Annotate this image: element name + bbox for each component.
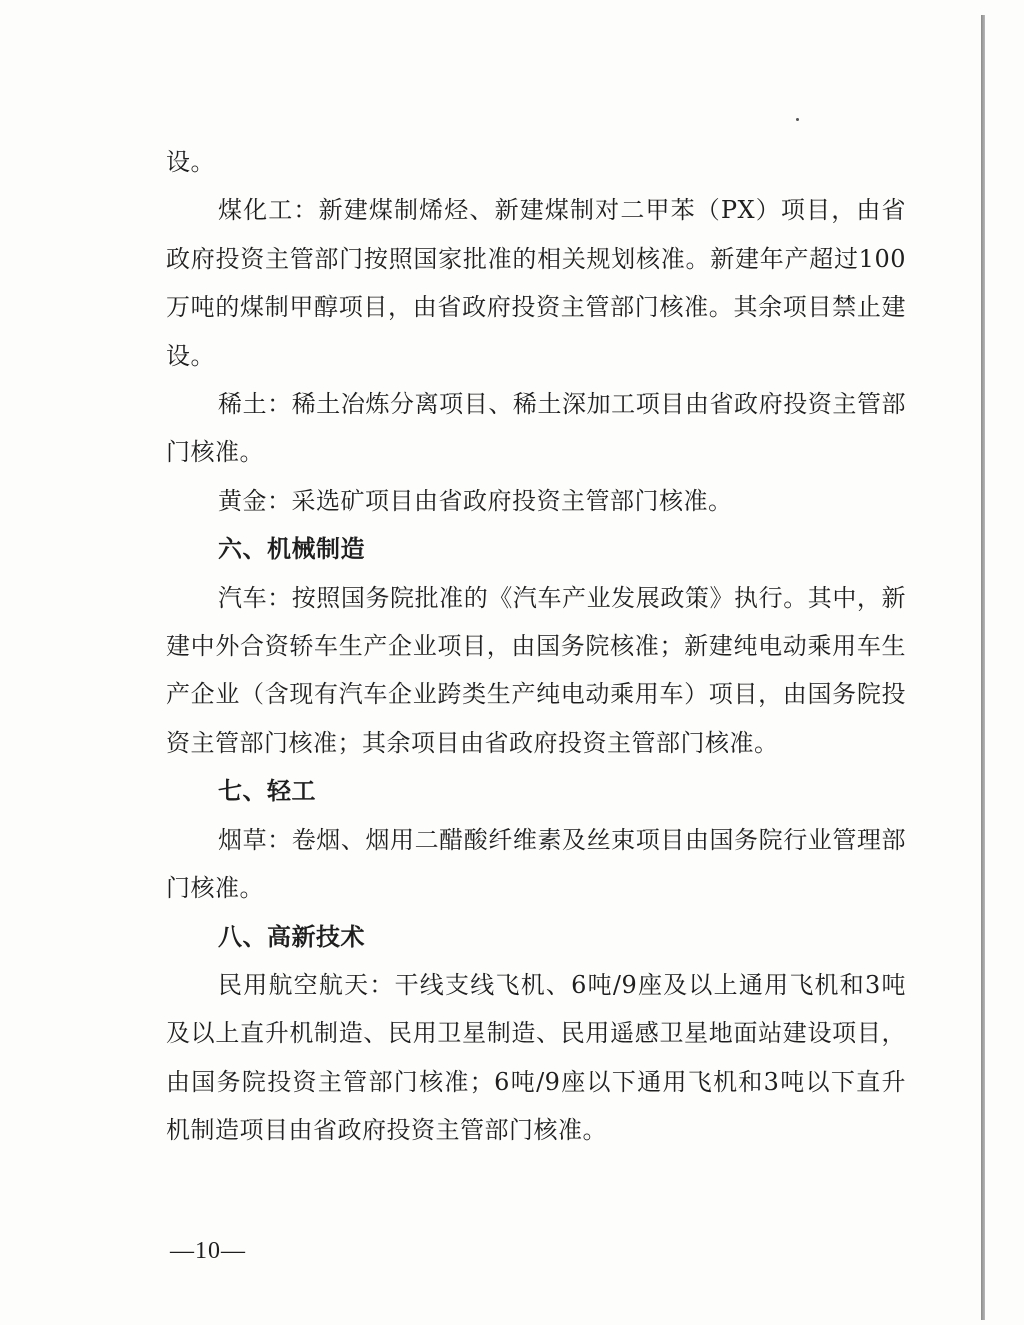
- paragraph-coal-chemical: 煤化工：新建煤制烯烃、新建煤制对二甲苯（PX）项目，由省政府投资主管部门按照国家批准的相关规划核准。新建年产超过100万吨的煤制甲醇项目，由省政府投资主管部门核准。其余项目禁止建设。: [166, 196, 906, 370]
- document-body: [166, 138, 906, 1155]
- scan-edge-shadow: [981, 15, 985, 1320]
- paragraph-automobile: 汽车：按照国务院批准的《汽车产业发展政策》执行。其中，新建中外合资轿车生产企业项目，由国务院核准；新建纯电动乘用车生产企业（含现有汽车企业跨类生产纯电动乘用车）项目，由国务院投资主管部门核准；其余项目由省政府投资主管部门核准。: [166, 583, 906, 757]
- paragraph-tobacco: 烟草：卷烟、烟用二醋酸纤维素及丝束项目由国务院行业管理部门核准。: [166, 825, 906, 903]
- section-heading-machinery: 六、机械制造: [218, 535, 365, 564]
- section-heading-high-tech: 八、高新技术: [218, 922, 365, 951]
- paragraph-continuation: 设。: [166, 148, 215, 176]
- paragraph-rare-earth: 稀土：稀土冶炼分离项目、稀土深加工项目由省政府投资主管部门核准。: [166, 390, 906, 467]
- scan-speck: [796, 118, 799, 121]
- section-heading-light-industry: 七、轻工: [218, 777, 316, 806]
- paragraph-gold: 黄金：采选矿项目由省政府投资主管部门核准。: [218, 486, 733, 515]
- page-number: —10—: [170, 1238, 246, 1264]
- paragraph-aerospace: 民用航空航天：干线支线飞机、6吨/9座及以上通用飞机和3吨及以上直升机制造、民用卫星制造、民用遥感卫星地面站建设项目，由国务院投资主管部门核准；6吨/9座以下通用飞机和3吨以下直升机制造项目由省政府投资主管部门核准。: [166, 970, 906, 1145]
